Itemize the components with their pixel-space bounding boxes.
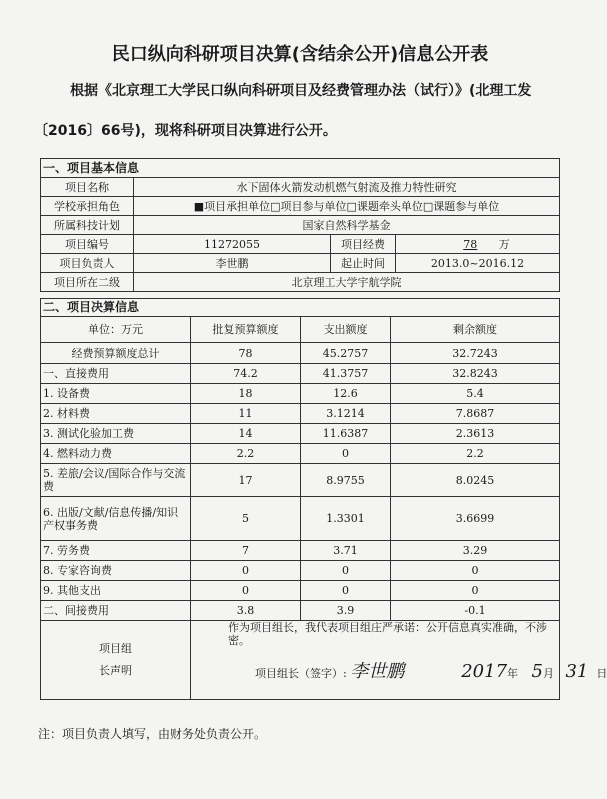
table-row <box>41 444 560 464</box>
table-row <box>41 404 560 424</box>
cell-value: 3.9 <box>301 601 391 621</box>
column-header: 单位：万元 <box>41 317 191 343</box>
cell-value: 32.8243 <box>391 364 560 384</box>
month-unit: 月 <box>542 666 554 680</box>
declaration-statement: 作为项目组长，我代表项目组庄严承诺：公开信息真实准确，不涉密。 <box>228 620 547 647</box>
cell-value: 3.29 <box>391 541 560 561</box>
sign-year: 2017 <box>461 660 508 682</box>
table-row <box>41 384 560 404</box>
row-label: 经费预算额度总计 <box>41 343 191 364</box>
cell-value: 3.8 <box>191 601 301 621</box>
cell-value: 0 <box>391 581 560 601</box>
label: 所属科技计划 <box>41 216 134 235</box>
cell-value: 11 <box>191 404 301 424</box>
label: 项目名称 <box>41 178 134 197</box>
funding-value: 78 <box>463 237 478 251</box>
cell-value: 74.2 <box>191 364 301 384</box>
row-label: 5. 差旅/会议/国际合作与交流费 <box>41 464 191 497</box>
table-row <box>41 581 560 601</box>
budget-table <box>40 298 607 700</box>
column-header: 支出额度 <box>301 317 391 343</box>
table-row <box>41 601 560 621</box>
day-unit: 日 <box>596 666 607 680</box>
intro-text-line2: 〔2016〕66号)，现将科研项目决算进行公开。 <box>34 123 337 139</box>
cell-value: 41.3757 <box>301 364 391 384</box>
cell-value: -0.1 <box>391 601 560 621</box>
cell-value: 11.6387 <box>301 424 391 444</box>
label: 项目所在二级 <box>41 273 134 292</box>
sign-month: 5 <box>531 660 543 682</box>
funding-unit: 万 <box>498 237 510 251</box>
cell-value: 7.8687 <box>391 404 560 424</box>
sign-day: 31 <box>565 660 589 682</box>
cell-value: 12.6 <box>301 384 391 404</box>
department: 北京理工大学宇航学院 <box>134 273 560 292</box>
cell-value: 3.71 <box>301 541 391 561</box>
cell-value: 5 <box>191 497 301 541</box>
basic-info-table <box>40 158 560 292</box>
project-number: 11272055 <box>134 235 331 254</box>
table-row <box>41 424 560 444</box>
project-funding <box>396 235 560 254</box>
declaration-label: 项目组长声明 <box>41 621 191 700</box>
row-label: 6. 出版/文献/信息传播/知识产权事务费 <box>41 497 191 541</box>
cell-value: 1.3301 <box>301 497 391 541</box>
cell-value: 2.3613 <box>391 424 560 444</box>
row-label: 9. 其他支出 <box>41 581 191 601</box>
row-label: 1. 设备费 <box>41 384 191 404</box>
row-label: 2. 材料费 <box>41 404 191 424</box>
signature: 李世鹏 <box>350 660 405 682</box>
row-label: 8. 专家咨询费 <box>41 561 191 581</box>
cell-value: 0 <box>301 444 391 464</box>
cell-value: 45.2757 <box>301 343 391 364</box>
label: 学校承担角色 <box>41 197 134 216</box>
cell-value: 0 <box>191 581 301 601</box>
section1-header: 一、项目基本信息 <box>41 159 560 178</box>
project-leader: 李世鹏 <box>134 254 331 273</box>
cell-value: 0 <box>301 581 391 601</box>
table-row <box>41 343 560 364</box>
footnote: 注：项目负责人填写，由财务处负责公开。 <box>38 727 267 741</box>
label: 项目负责人 <box>41 254 134 273</box>
row-label: 一、直接费用 <box>41 364 191 384</box>
label: 项目经费 <box>331 235 396 254</box>
column-header: 批复预算额度 <box>191 317 301 343</box>
table-row <box>41 561 560 581</box>
table-row <box>41 497 560 541</box>
cell-value: 32.7243 <box>391 343 560 364</box>
label: 项目编号 <box>41 235 134 254</box>
cell-value: 0 <box>391 561 560 581</box>
row-label: 3. 测试化验加工费 <box>41 424 191 444</box>
table-row <box>41 364 560 384</box>
project-period: 2013.0~2016.12 <box>396 254 560 273</box>
declaration-body <box>191 620 607 700</box>
table-row <box>41 541 560 561</box>
cell-value: 78 <box>191 343 301 364</box>
cell-value: 8.9755 <box>301 464 391 497</box>
column-header: 剩余额度 <box>391 317 560 343</box>
cell-value: 2.2 <box>391 444 560 464</box>
cell-value: 3.1214 <box>301 404 391 424</box>
cell-value: 3.6699 <box>391 497 560 541</box>
cell-value: 5.4 <box>391 384 560 404</box>
cell-value: 8.0245 <box>391 464 560 497</box>
program: 国家自然科学基金 <box>134 216 560 235</box>
intro-text-line1: 根据《北京理工大学民口纵向科研项目及经费管理办法（试行）》(北理工发 <box>70 83 532 99</box>
section2-header: 二、项目决算信息 <box>41 299 560 317</box>
cell-value: 14 <box>191 424 301 444</box>
school-role: ■项目承担单位□项目参与单位□课题牵头单位□课题参与单位 <box>134 197 560 216</box>
sign-label: 项目组长（签字）: <box>255 666 347 680</box>
label: 起止时间 <box>331 254 396 273</box>
cell-value: 0 <box>301 561 391 581</box>
cell-value: 0 <box>191 561 301 581</box>
project-name: 水下固体火箭发动机燃气射流及推力特性研究 <box>134 178 560 197</box>
cell-value: 2.2 <box>191 444 301 464</box>
row-label: 二、间接费用 <box>41 601 191 621</box>
cell-value: 18 <box>191 384 301 404</box>
cell-value: 17 <box>191 464 301 497</box>
row-label: 4. 燃料动力费 <box>41 444 191 464</box>
row-label: 7. 劳务费 <box>41 541 191 561</box>
page-title: 民口纵向科研项目决算(含结余公开)信息公开表 <box>111 44 489 65</box>
cell-value: 7 <box>191 541 301 561</box>
year-unit: 年 <box>507 666 519 680</box>
table-row <box>41 464 560 497</box>
